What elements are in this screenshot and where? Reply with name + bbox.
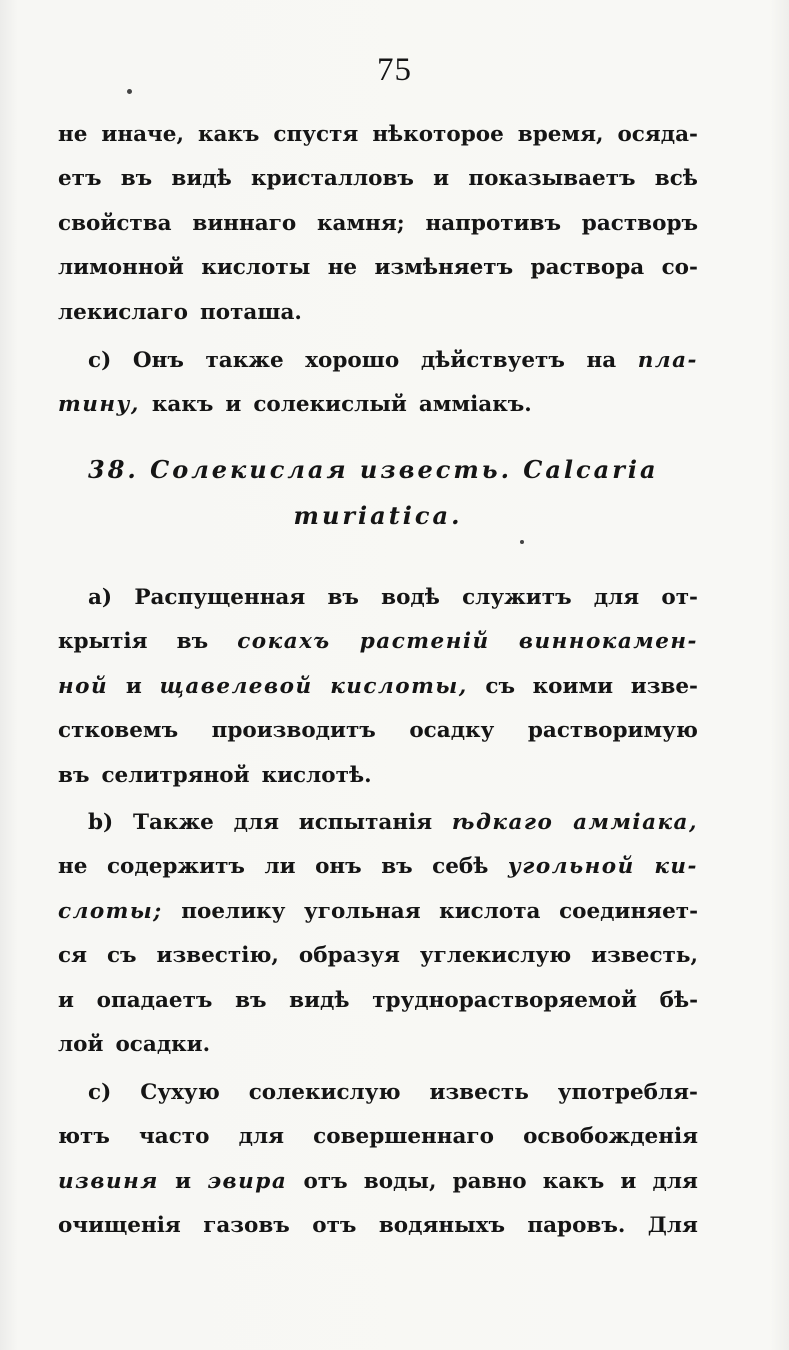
word: камня;	[317, 210, 405, 236]
word: освобожденія	[523, 1124, 698, 1150]
text-line	[58, 383, 698, 428]
word: опадаетъ	[96, 987, 213, 1013]
word: хорошо	[305, 347, 400, 373]
word: не	[58, 121, 88, 147]
word: себѣ	[432, 854, 489, 880]
word: и	[175, 1168, 192, 1194]
word: с)	[88, 347, 112, 373]
word: виннокамен-	[518, 629, 698, 655]
word: и	[125, 673, 142, 699]
text-line	[58, 338, 698, 383]
word: какъ	[197, 121, 260, 147]
word: Онъ	[132, 347, 184, 373]
word: слоты;	[58, 898, 163, 924]
word: содержитъ	[106, 854, 245, 880]
word: с)	[88, 1079, 112, 1105]
word: онъ	[315, 854, 362, 880]
word: извиня	[58, 1168, 159, 1194]
word: лекислаго	[58, 299, 189, 325]
heading-line: muriatica.	[293, 501, 463, 530]
paragraph-4	[58, 800, 698, 1067]
word: для	[233, 809, 279, 835]
word: отъ	[312, 1213, 357, 1239]
word: въ	[235, 987, 267, 1013]
word: свойства	[58, 210, 172, 236]
word: известь,	[591, 943, 698, 969]
word: отъ	[303, 1168, 348, 1194]
word: въ	[327, 584, 359, 610]
word: со-	[661, 255, 698, 281]
text-line	[58, 753, 698, 798]
word: воды,	[363, 1168, 437, 1194]
text-line	[58, 246, 698, 291]
word: осадки.	[115, 1032, 211, 1058]
word: крытія	[58, 629, 148, 655]
word: кислота	[439, 898, 541, 924]
word: спустя	[273, 121, 359, 147]
word: испытанія	[298, 809, 433, 835]
word: коими	[532, 673, 614, 699]
text-line	[58, 201, 698, 246]
word: лой	[58, 1032, 104, 1058]
word: Распущенная	[134, 584, 306, 610]
word: кислоты	[201, 255, 311, 281]
text-line	[58, 575, 698, 620]
word: въ	[176, 629, 209, 655]
word: ютъ	[58, 1124, 110, 1150]
text-line	[58, 1070, 698, 1115]
word: не	[58, 854, 88, 880]
text-line	[58, 664, 698, 709]
word: растворимую	[527, 718, 698, 744]
text-line	[58, 620, 698, 665]
word: ки-	[654, 854, 698, 880]
word: видѣ	[171, 166, 232, 192]
word: измѣняетъ	[374, 255, 514, 281]
word: кристалловъ	[250, 166, 414, 192]
word: водѣ	[381, 584, 440, 610]
heading-line: 38. Солекислая известь. Calcaria	[88, 455, 659, 484]
word: поташа.	[200, 299, 302, 325]
word: солекислый	[253, 392, 407, 418]
text-line	[58, 889, 698, 934]
word: ся	[58, 943, 87, 969]
word: стковемъ	[58, 718, 179, 744]
word: употребля-	[557, 1079, 698, 1105]
word: виннаго	[192, 210, 297, 236]
word: время,	[517, 121, 604, 147]
word: селитряной	[101, 762, 250, 788]
word: производитъ	[211, 718, 376, 744]
word: всѣ	[654, 166, 698, 192]
word: очищенія	[58, 1213, 181, 1239]
ink-speck	[127, 89, 132, 94]
word: и	[58, 987, 74, 1013]
word: съ	[106, 943, 137, 969]
word: соединяет-	[559, 898, 698, 924]
word: также	[205, 347, 284, 373]
word: известію,	[156, 943, 279, 969]
word: осяда-	[617, 121, 698, 147]
word: ѣдкаго	[451, 809, 554, 835]
text-line	[58, 709, 698, 754]
word: лимонной	[58, 255, 184, 281]
text-line	[58, 800, 698, 845]
word: раствора	[530, 255, 645, 281]
word: амміака,	[573, 809, 698, 835]
word: ной	[58, 673, 109, 699]
word: для	[593, 584, 640, 610]
word: въ	[381, 854, 413, 880]
text-line	[58, 290, 698, 335]
word: углекислую	[419, 943, 572, 969]
word: нѣкоторое	[372, 121, 504, 147]
word: напротивъ	[425, 210, 561, 236]
word: пла-	[637, 347, 698, 373]
page-number: 75	[377, 52, 412, 88]
word: тину,	[58, 392, 140, 418]
word: изве-	[630, 673, 698, 699]
word: етъ	[58, 166, 102, 192]
word: бѣ-	[659, 987, 698, 1013]
word: солекислую	[248, 1079, 401, 1105]
word: щавелевой	[159, 673, 313, 699]
text-line	[58, 934, 698, 979]
word: для	[652, 1168, 698, 1194]
word: не	[327, 255, 358, 281]
ink-speck	[520, 540, 524, 544]
word: въ	[58, 762, 90, 788]
text-line	[58, 1159, 698, 1204]
paragraph-3	[58, 575, 698, 798]
word: осадку	[409, 718, 495, 744]
paragraph-2	[58, 338, 698, 427]
text-line	[58, 978, 698, 1023]
word: съ	[485, 673, 515, 699]
word: какъ	[151, 392, 214, 418]
word: и	[433, 166, 450, 192]
word: и	[225, 392, 242, 418]
word: какъ	[542, 1168, 605, 1194]
word: служитъ	[462, 584, 572, 610]
word: Также	[132, 809, 214, 835]
word: ли	[264, 854, 296, 880]
text-line	[58, 1204, 698, 1249]
word: амміакъ.	[418, 392, 532, 418]
word: для	[238, 1124, 284, 1150]
word: растворъ	[581, 210, 698, 236]
text-line	[58, 1115, 698, 1160]
word: иначе,	[101, 121, 184, 147]
word: кислоты,	[330, 673, 468, 699]
word: растеній	[359, 629, 490, 655]
word: видѣ	[289, 987, 350, 1013]
word: на	[586, 347, 617, 373]
word: газовъ	[203, 1213, 290, 1239]
word: паровъ.	[527, 1213, 626, 1239]
text-line	[58, 845, 698, 890]
word: показываетъ	[468, 166, 636, 192]
word: равно	[452, 1168, 527, 1194]
text-line	[58, 1023, 698, 1068]
word: часто	[139, 1124, 210, 1150]
word: от-	[661, 584, 698, 610]
word: дѣйствуетъ	[420, 347, 565, 373]
text-line	[58, 157, 698, 202]
word: образуя	[298, 943, 400, 969]
word: и	[620, 1168, 637, 1194]
text-line	[58, 112, 698, 157]
word: сокахъ	[237, 629, 331, 655]
word: поелику	[181, 898, 286, 924]
paragraph-5	[58, 1070, 698, 1248]
word: угольная	[304, 898, 421, 924]
word: Сухую	[140, 1079, 220, 1105]
word: известь	[429, 1079, 529, 1105]
word: кислотѣ.	[261, 762, 372, 788]
paragraph-1	[58, 112, 698, 335]
word: совершеннаго	[313, 1124, 494, 1150]
word: эвира	[207, 1168, 288, 1194]
word: b)	[88, 809, 114, 835]
word: Для	[647, 1213, 698, 1239]
word: а)	[88, 584, 113, 610]
word: въ	[120, 166, 153, 192]
word: водяныхъ	[378, 1213, 505, 1239]
word: угольной	[507, 854, 635, 880]
word: трудноpастворяемой	[372, 987, 637, 1013]
